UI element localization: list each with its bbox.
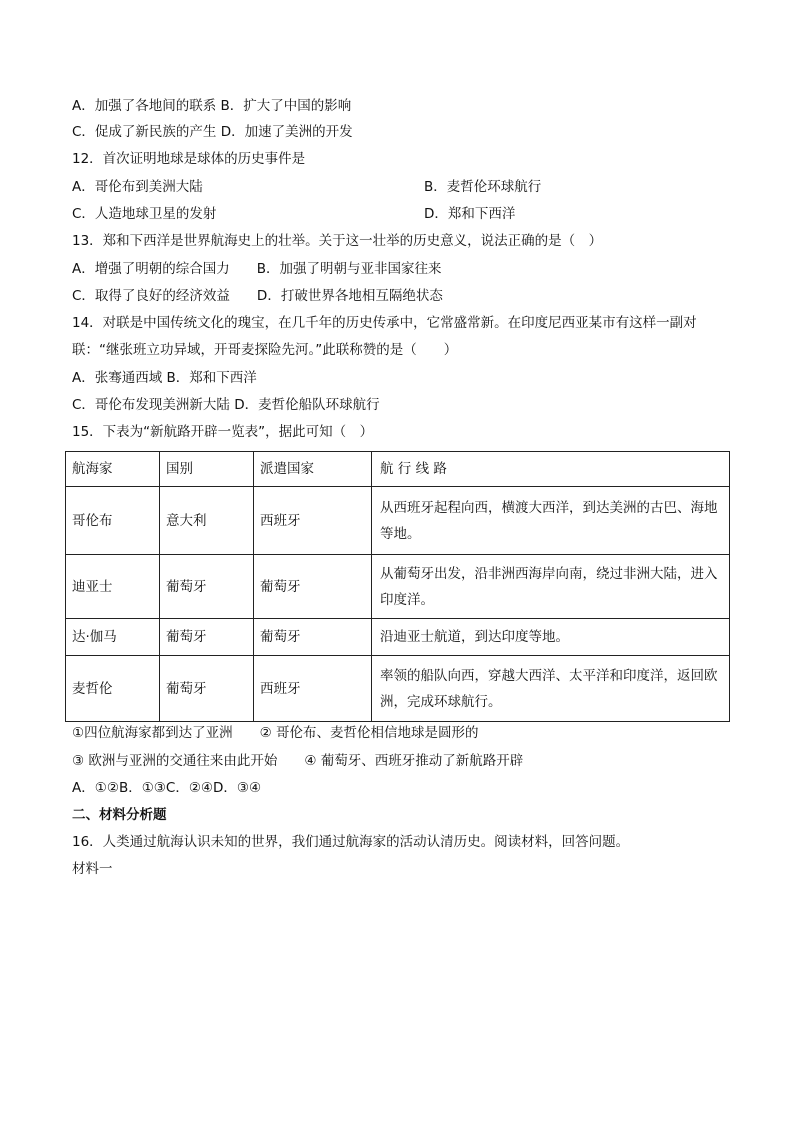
q15-stem: 15．下表为“新航路开辟一览表”，据此可知（ ）	[72, 424, 374, 440]
cell-navigator: 哥伦布	[66, 487, 160, 555]
table-header-row	[66, 452, 730, 487]
q15-options: A．①②B．①③C．②④D．③④	[72, 780, 262, 796]
cell-route: 从西班牙起程向西，横渡大西洋，到达美洲的古巴、海地等地。	[372, 487, 730, 555]
q13-stem: 13．郑和下西洋是世界航海史上的壮举。关于这一壮举的历史意义，说法正确的是（ ）	[72, 233, 603, 249]
navigation-routes-table	[65, 451, 730, 722]
cell-navigator: 迪亚士	[66, 555, 160, 619]
section-heading: 二、材料分析题	[72, 807, 167, 823]
cell-country: 葡萄牙	[160, 619, 254, 656]
header-route: 航 行 线 路	[372, 452, 730, 487]
header-country: 国别	[160, 452, 254, 487]
cell-route: 沿迪亚士航道，到达印度等地。	[372, 619, 730, 656]
table-row	[66, 656, 730, 722]
q12-stem: 12．首次证明地球是球体的历史事件是	[72, 151, 306, 167]
q15-statements-line2: ③ 欧洲与亚洲的交通往来由此开始 ④ 葡萄牙、西班牙推动了新航路开辟	[72, 753, 524, 769]
material-one-label: 材料一	[72, 861, 113, 877]
q14-stem-line2: 联：“继张班立功异域，开哥麦探险先河。”此联称赞的是（ ）	[72, 342, 458, 358]
q11-options-ab: A．加强了各地间的联系 B．扩大了中国的影响	[72, 98, 352, 114]
table-row	[66, 555, 730, 619]
cell-navigator: 达·伽马	[66, 619, 160, 656]
cell-sponsor: 西班牙	[254, 487, 372, 555]
cell-route: 从葡萄牙出发，沿非洲西海岸向南，绕过非洲大陆，进入印度洋。	[372, 555, 730, 619]
cell-sponsor: 西班牙	[254, 656, 372, 722]
cell-country: 葡萄牙	[160, 555, 254, 619]
table-row	[66, 619, 730, 656]
q12-option-d: D．郑和下西洋	[424, 206, 516, 222]
cell-route: 率领的船队向西，穿越大西洋、太平洋和印度洋，返回欧洲，完成环球航行。	[372, 656, 730, 722]
q11-options-cd: C．促成了新民族的产生 D．加速了美洲的开发	[72, 124, 353, 140]
q14-stem-line1: 14．对联是中国传统文化的瑰宝，在几千年的历史传承中，它常盛常新。在印度尼西亚某市有这样一副对	[72, 315, 697, 331]
q12-option-c: C．人造地球卫星的发射	[72, 206, 217, 222]
q13-options-ab: A．增强了明朝的综合国力 B．加强了明朝与亚非国家往来	[72, 261, 442, 277]
table-row	[66, 487, 730, 555]
q15-statements-line1: ①四位航海家都到达了亚洲 ② 哥伦布、麦哲伦相信地球是圆形的	[72, 725, 479, 741]
cell-navigator: 麦哲伦	[66, 656, 160, 722]
cell-sponsor: 葡萄牙	[254, 555, 372, 619]
cell-sponsor: 葡萄牙	[254, 619, 372, 656]
q13-options-cd: C．取得了良好的经济效益 D．打破世界各地相互隔绝状态	[72, 288, 443, 304]
cell-country: 葡萄牙	[160, 656, 254, 722]
q14-options-cd: C．哥伦布发现美洲新大陆 D．麦哲伦船队环球航行	[72, 397, 380, 413]
q12-option-a: A．哥伦布到美洲大陆	[72, 179, 203, 195]
header-sponsor: 派遣国家	[254, 452, 372, 487]
header-navigator: 航海家	[66, 452, 160, 487]
q14-options-ab: A．张骞通西域 B．郑和下西洋	[72, 370, 257, 386]
cell-country: 意大利	[160, 487, 254, 555]
q12-option-b: B．麦哲伦环球航行	[424, 179, 542, 195]
q16-stem: 16．人类通过航海认识未知的世界，我们通过航海家的活动认清历史。阅读材料，回答问题。	[72, 834, 630, 850]
